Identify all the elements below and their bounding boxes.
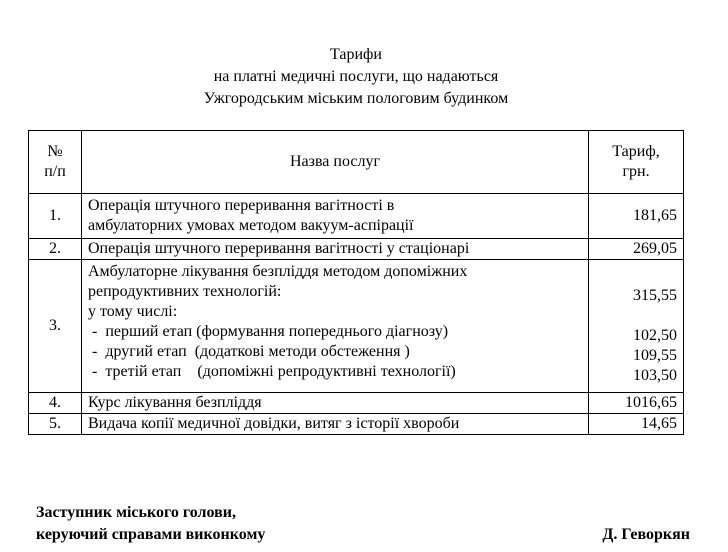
sub-item-label: - третій етап (допоміжні репродуктивні технології) xyxy=(92,363,456,380)
sub-item-price: 103,50 xyxy=(633,367,677,384)
table-row xyxy=(29,393,684,414)
row-name-line: репродуктивних технологій: xyxy=(88,283,282,300)
header-price-line2: грн. xyxy=(622,163,650,180)
signature-position-line1: Заступник міського голови, xyxy=(36,504,236,521)
table-row xyxy=(29,239,684,260)
signature-position-line2: керуючий справами виконкому xyxy=(36,526,266,543)
row-price: 181,65 xyxy=(589,194,684,239)
sub-item-price: 109,55 xyxy=(633,347,677,364)
header-num-line2: п/п xyxy=(44,163,66,180)
tariffs-table xyxy=(28,130,684,435)
document-title xyxy=(0,44,712,110)
sub-item-label: - перший етап (формування попереднього діагнозу) xyxy=(92,323,449,340)
row-num: 1. xyxy=(29,194,82,239)
header-name: Назва послуг xyxy=(82,131,589,194)
title-subtitle-line2: Ужгородським міським пологовим будинком xyxy=(203,90,509,107)
header-price-line1: Тариф, xyxy=(612,143,660,160)
signature-block xyxy=(36,502,690,546)
row-num: 2. xyxy=(29,239,82,260)
row-price: 1016,65 xyxy=(589,393,684,414)
row-num: 4. xyxy=(29,393,82,414)
row-name xyxy=(82,260,589,393)
row-num: 3. xyxy=(29,260,82,393)
row-price xyxy=(589,260,684,393)
row-name xyxy=(82,239,589,260)
row-name-line: амбулаторних умовах методом вакуум-аспірації xyxy=(88,217,414,234)
row-num: 5. xyxy=(29,414,82,435)
title-main: Тарифи xyxy=(330,46,382,63)
table-row xyxy=(29,194,684,239)
table-row xyxy=(29,414,684,435)
row-price-total: 315,55 xyxy=(633,287,677,304)
row-price: 14,65 xyxy=(589,414,684,435)
header-num xyxy=(29,131,82,194)
row-name-line: Операція штучного переривання вагітності в xyxy=(88,197,395,214)
signature-name: Д. Геворкян xyxy=(602,526,690,543)
table-row xyxy=(29,260,684,393)
row-name-line: Амбулаторне лікування безпліддя методом допоміжних xyxy=(88,263,468,280)
sub-item-price: 102,50 xyxy=(633,327,677,344)
sub-item-label: - другий етап (додаткові методи обстеження ) xyxy=(92,343,410,360)
row-name xyxy=(82,194,589,239)
row-name xyxy=(82,393,589,414)
row-price: 269,05 xyxy=(589,239,684,260)
header-num-line1: № xyxy=(47,143,63,160)
row-name-line: Видача копії медичної довідки, витяг з історії хвороби xyxy=(88,415,460,432)
row-name-line: у тому числі: xyxy=(88,303,178,320)
header-price xyxy=(589,131,684,194)
row-name xyxy=(82,414,589,435)
row-name-line: Курс лікування безпліддя xyxy=(88,394,262,411)
row-name-line: Операція штучного переривання вагітності у стаціонарі xyxy=(88,240,470,257)
title-subtitle-line1: на платні медичні послуги, що надаються xyxy=(213,68,499,85)
table-header-row xyxy=(29,131,684,194)
